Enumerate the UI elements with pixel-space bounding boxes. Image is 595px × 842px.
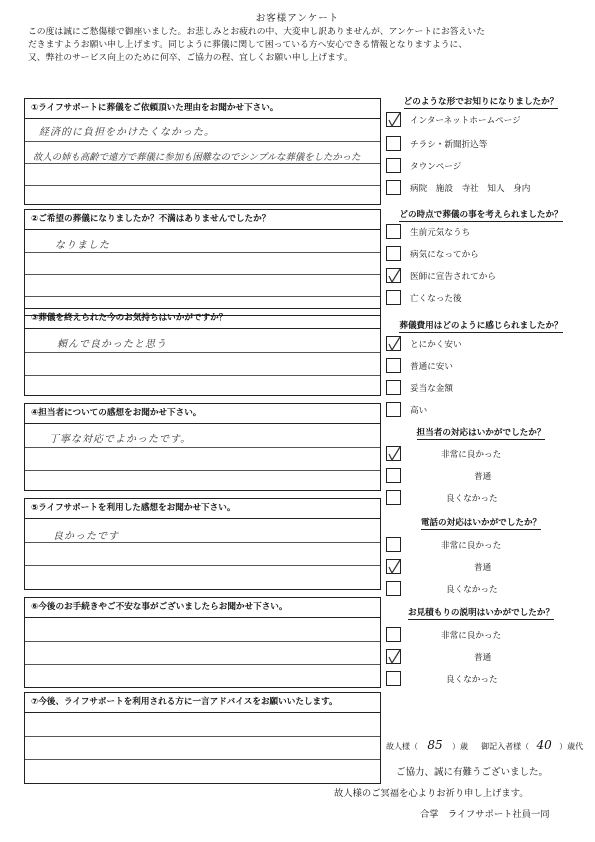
- question-1-answer-2: 故人の姉も高齢で遠方で葬儀に参加も困難なのでシンプルな葬儀をしたかった: [33, 152, 361, 163]
- side-question-3-option[interactable]: [386, 336, 576, 354]
- side-question-5-option[interactable]: [386, 537, 576, 555]
- checkbox-checked[interactable]: [386, 268, 401, 283]
- checkbox[interactable]: [386, 490, 401, 505]
- option-label: チラシ・新聞折込等: [410, 140, 488, 150]
- option-label: 亡くなった後: [410, 294, 462, 304]
- option-label: 病院 施設 寺社 知人 身内: [410, 184, 531, 194]
- option-label: 非常に良かった: [441, 450, 502, 460]
- side-question-6-title: [386, 606, 576, 618]
- question-5-label: ⑤ライフサポートを利用した感想をお聞かせ下さい。: [25, 499, 380, 519]
- checkbox[interactable]: [386, 671, 401, 686]
- checkbox[interactable]: [386, 180, 401, 195]
- side-question-3-option[interactable]: [386, 358, 576, 376]
- question-2-answer: なりました: [55, 240, 110, 251]
- option-label: 良くなかった: [446, 675, 498, 685]
- side-question-5-option[interactable]: [386, 559, 576, 577]
- question-4-answer: 丁寧な対応でよかったです。: [49, 434, 192, 445]
- prayer-text: 故人様のご冥福を心よりお祈り申し上げます。: [334, 788, 529, 799]
- checkbox[interactable]: [386, 468, 401, 483]
- checkbox[interactable]: [386, 537, 401, 552]
- side-question-2-option[interactable]: [386, 246, 576, 264]
- option-label: 非常に良かった: [441, 541, 502, 551]
- side-question-3-option[interactable]: [386, 402, 576, 420]
- side-question-1-option[interactable]: [386, 158, 576, 176]
- question-5-answer: 良かったです: [53, 531, 119, 542]
- side-question-5-option[interactable]: [386, 581, 576, 599]
- question-4-label: ④担当者についての感想をお聞かせ下さい。: [25, 404, 380, 424]
- side-question-5-title: [386, 516, 576, 528]
- question-3-box: [24, 308, 381, 396]
- side-question-2-option[interactable]: [386, 268, 576, 286]
- age-line: [386, 738, 583, 752]
- side-question-6-option[interactable]: [386, 671, 576, 689]
- side-question-4-title: [386, 426, 576, 438]
- checkbox-checked[interactable]: [386, 649, 401, 664]
- side-question-1-option[interactable]: [386, 112, 576, 130]
- question-7-box: [24, 692, 381, 784]
- checkbox[interactable]: [386, 581, 401, 596]
- option-label: 高い: [410, 406, 428, 416]
- option-label: 生前元気なうち: [410, 228, 471, 238]
- option-label: 妥当な金額: [410, 384, 453, 394]
- check-mark-icon: [386, 647, 404, 667]
- check-mark-icon: [386, 444, 404, 464]
- option-label: タウンページ: [410, 162, 462, 172]
- side-question-2-option[interactable]: [386, 224, 576, 242]
- option-label: 医師に宣告されてから: [410, 272, 496, 282]
- question-2-box: [24, 209, 381, 316]
- question-6-box: [24, 597, 381, 688]
- question-7-label: ⑦今後、ライフサポートを利用される方に一言アドバイスをお願いいたします。: [25, 693, 380, 713]
- side-question-1-option[interactable]: [386, 136, 576, 154]
- company-signoff: 合掌 ライフサポート社員一同: [420, 809, 550, 820]
- checkbox[interactable]: [386, 380, 401, 395]
- survey-title: お客様アンケート: [255, 13, 340, 24]
- thanks-text: ご協力、誠に有難うございました。: [396, 767, 549, 778]
- question-2-label: ②ご希望の葬儀になりましたか？不満はありませんでしたか？: [25, 210, 380, 230]
- option-label: インターネットホームページ: [410, 116, 521, 126]
- question-1-label: ①ライフサポートに葬儀をご依頼頂いた理由をお聞かせ下さい。: [25, 99, 380, 119]
- checkbox-checked[interactable]: [386, 559, 401, 574]
- option-label: 非常に良かった: [441, 631, 502, 641]
- deceased-age-value: 85: [427, 738, 443, 752]
- question-5-box: [24, 498, 381, 590]
- side-question-6-option[interactable]: [386, 649, 576, 667]
- checkbox[interactable]: [386, 402, 401, 417]
- side-question-4-option[interactable]: [386, 468, 576, 486]
- side-question-4-option[interactable]: [386, 446, 576, 464]
- intro-line-3: 又、弊社のサービス向上のために何卒、ご協力の程、宜しくお願い申し上げます。: [28, 53, 353, 63]
- side-question-4-option[interactable]: [386, 490, 576, 508]
- option-label: とにかく安い: [410, 340, 462, 350]
- checkbox-checked[interactable]: [386, 446, 401, 461]
- side-question-2-title: [386, 208, 576, 220]
- checkbox[interactable]: [386, 290, 401, 305]
- side-question-5-title-text: 電話の対応はいかがでしたか？: [420, 518, 542, 528]
- check-mark-icon: [386, 110, 404, 130]
- checkbox[interactable]: [386, 358, 401, 373]
- side-question-1-title: [386, 95, 576, 107]
- option-label: 普通に安い: [410, 362, 453, 372]
- side-question-1-title-text: どのような形でお知りになりましたか？: [403, 97, 559, 107]
- question-3-answer: 頼んで良かったと思う: [57, 339, 167, 350]
- checkbox-checked[interactable]: [386, 112, 401, 127]
- check-mark-icon: [386, 334, 404, 354]
- intro-line-2: だきますようお願い申し上げます。同じように葬儀に関して困っている方へ安心できる情報となりますように、: [28, 40, 468, 50]
- question-3-label: ③葬儀を終えられた今のお気持ちはいかがですか？: [25, 309, 380, 329]
- question-4-box: [24, 403, 381, 491]
- check-mark-icon: [386, 557, 404, 577]
- question-6-label: ⑥今後のお手続きやご不安な事がございましたらお聞かせ下さい。: [25, 598, 380, 618]
- question-1-box: [24, 98, 381, 205]
- side-question-6-title-text: お見積もりの説明はいかがでしたか？: [407, 608, 555, 618]
- question-1-answer-1: 経済的に負担をかけたくなかった。: [39, 127, 215, 138]
- intro-text: [28, 26, 573, 65]
- side-question-4-title-text: 担当者の対応はいかがでしたか？: [416, 428, 546, 438]
- checkbox[interactable]: [386, 158, 401, 173]
- side-question-2-title-text: どの時点で葬儀の事を考えられましたか？: [399, 210, 563, 220]
- writer-age-value: 40: [536, 738, 552, 752]
- checkbox[interactable]: [386, 627, 401, 642]
- side-question-1-option[interactable]: [386, 180, 576, 198]
- checkbox[interactable]: [386, 246, 401, 261]
- side-question-3-option[interactable]: [386, 380, 576, 398]
- option-label: 病気になってから: [410, 250, 479, 260]
- option-label: 良くなかった: [446, 585, 498, 595]
- option-label: 普通: [474, 563, 492, 573]
- deceased-age-prefix: 故人様（: [386, 742, 418, 751]
- writer-age-prefix: 御記入者様（: [481, 742, 530, 751]
- option-label: 普通: [474, 653, 492, 663]
- checkbox[interactable]: [386, 224, 401, 239]
- option-label: 良くなかった: [446, 494, 498, 504]
- checkbox-checked[interactable]: [386, 336, 401, 351]
- side-question-2-option[interactable]: [386, 290, 576, 308]
- side-question-3-title: [386, 319, 576, 331]
- side-question-3-title-text: 葬儀費用はどのように感じられましたか？: [399, 321, 563, 331]
- checkbox[interactable]: [386, 136, 401, 151]
- intro-line-1: この度は誠にご愁傷様で御座いました。お悲しみとお疲れの中、大変申し訳ありませんが、アンケートにお答えいた: [28, 27, 485, 37]
- side-question-6-option[interactable]: [386, 627, 576, 645]
- option-label: 普通: [474, 472, 492, 482]
- writer-age-suffix: ）歳代: [559, 742, 584, 751]
- deceased-age-suffix: ）歳: [452, 742, 468, 751]
- check-mark-icon: [386, 266, 404, 286]
